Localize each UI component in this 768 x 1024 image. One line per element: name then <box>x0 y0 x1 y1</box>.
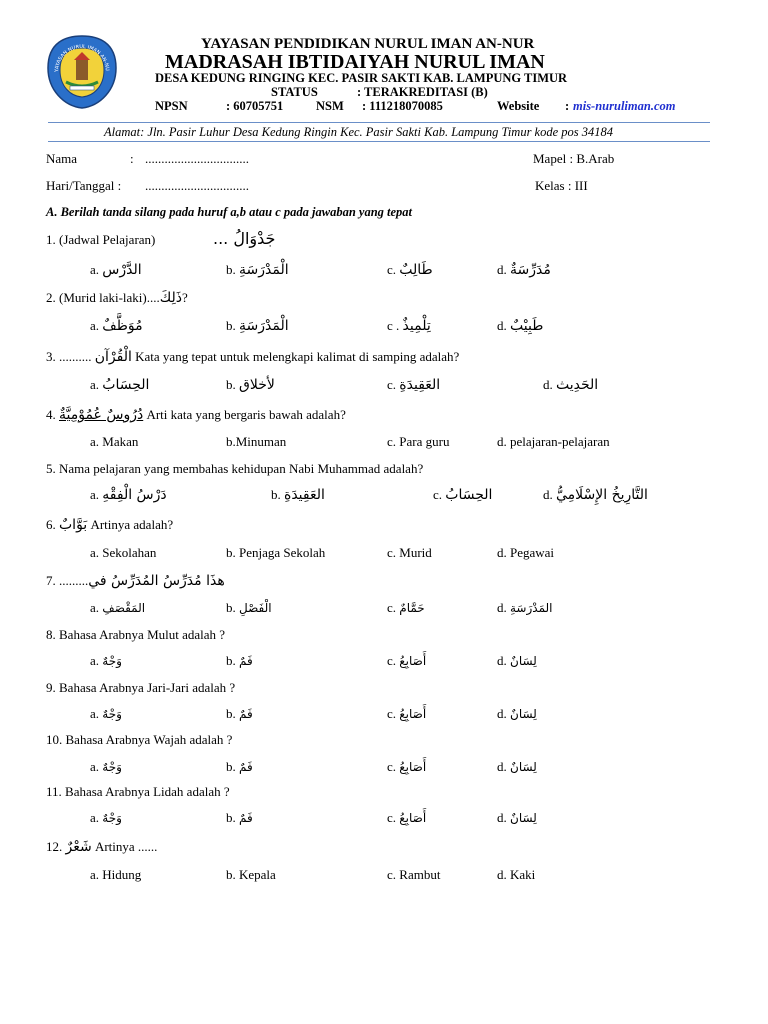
question-4-arabic: دُرُوسٌ عُمُوْمِيَّةٌ <box>59 407 144 423</box>
hari-tanggal-label: Hari/Tanggal : <box>46 178 122 193</box>
school-name: MADRASAH IBTIDAIYAH NURUL IMAN <box>165 51 545 73</box>
school-logo <box>46 34 118 110</box>
q3-option-d[interactable]: d. الحَدِيث <box>543 377 599 393</box>
q11-option-c[interactable]: c. أَصَابِعُ <box>387 810 427 825</box>
nsm-value: : 111218070085 <box>362 99 443 113</box>
question-11: 11. Bahasa Arabnya Lidah adalah ? <box>46 784 230 799</box>
q8-option-b[interactable]: b. فَمٌ <box>226 653 253 668</box>
nama-label: Nama <box>46 151 78 166</box>
header-rule-top <box>48 122 710 123</box>
kelas-field: Kelas : III <box>535 178 588 193</box>
q7-option-b[interactable]: b. الْفَصْلِ <box>226 600 272 615</box>
q12-option-b[interactable]: b. Kepala <box>226 867 276 882</box>
q7-option-d[interactable]: d. المَدْرَسَةِ <box>497 600 553 615</box>
q2-option-d[interactable]: d. طَبِيْبٌ <box>497 318 544 334</box>
q8-option-c[interactable]: c. أَصَابِعُ <box>387 653 427 668</box>
q4-option-c[interactable]: c. Para guru <box>387 434 450 449</box>
nama-field[interactable]: ................................ <box>145 151 249 166</box>
q7-option-a[interactable]: a. المَقْصَفِ <box>90 600 146 615</box>
q10-option-d[interactable]: d. لِسَانٌ <box>497 759 537 774</box>
question-5: 5. Nama pelajaran yang membahas kehidupan Nabi Muhammad adalah? <box>46 461 424 476</box>
q5-option-b[interactable]: b. العَقِيدَةِ <box>271 487 325 503</box>
instruction: A. Berilah tanda silang pada huruf a,b atau c pada jawaban yang tepat <box>46 205 413 219</box>
hari-tanggal-field[interactable]: ................................ <box>145 178 249 193</box>
q6-option-a[interactable]: a. Sekolahan <box>90 545 157 560</box>
q10-option-b[interactable]: b. فَمٌ <box>226 759 253 774</box>
status-label: STATUS <box>271 85 318 99</box>
question-12: 12. شَعْرٌ Artinya ...... <box>46 839 158 855</box>
q6-option-d[interactable]: d. Pegawai <box>497 545 555 560</box>
q7-option-c[interactable]: c. حَمَّامٌ <box>387 600 425 615</box>
question-8: 8. Bahasa Arabnya Mulut adalah ? <box>46 627 226 642</box>
q4-option-a[interactable]: a. Makan <box>90 434 139 449</box>
q8-option-d[interactable]: d. لِسَانٌ <box>497 653 537 668</box>
npsn-value: : 60705751 <box>226 99 284 113</box>
q6-option-c[interactable]: c. Murid <box>387 545 432 560</box>
q6-option-b[interactable]: b. Penjaga Sekolah <box>226 545 326 560</box>
question-1-arabic: جَدْوَالُ ... <box>213 229 276 248</box>
question-9: 9. Bahasa Arabnya Jari-Jari adalah ? <box>46 680 236 695</box>
q10-option-c[interactable]: c. أَصَابِعُ <box>387 759 427 774</box>
q2-option-c[interactable]: c . تِلْمِيذٌ <box>387 318 431 334</box>
q1-option-a[interactable]: a. الدَّرْس <box>90 262 142 278</box>
q12-option-c[interactable]: c. Rambut <box>387 867 441 882</box>
website-label: Website <box>497 99 540 113</box>
q12-option-d[interactable]: d. Kaki <box>497 867 536 882</box>
nama-colon: : <box>130 151 134 166</box>
q5-option-d[interactable]: d. التَّارِيخُ الإِسْلَامِيُّ <box>543 487 648 503</box>
q1-option-b[interactable]: b. الْمَدْرَسَةِ <box>226 262 289 278</box>
q5-option-a[interactable]: a. دَرْسُ الْفِقْهِ <box>90 487 167 503</box>
q4-option-d[interactable]: d. pelajaran-pelajaran <box>497 434 610 449</box>
foundation-name: YAYASAN PENDIDIKAN NURUL IMAN AN-NUR <box>201 36 535 52</box>
q11-option-b[interactable]: b. فَمٌ <box>226 810 253 825</box>
q11-option-a[interactable]: a. وَجْهٌ <box>90 810 122 825</box>
q9-option-d[interactable]: d. لِسَانٌ <box>497 706 537 721</box>
status-value: : TERAKREDITASI (B) <box>357 85 488 99</box>
question-10: 10. Bahasa Arabnya Wajah adalah ? <box>46 732 233 747</box>
q5-option-c[interactable]: c. الحِسَابُ <box>433 487 493 503</box>
q3-option-c[interactable]: c. العَقِيدَةِ <box>387 377 441 393</box>
q2-option-a[interactable]: a. مُوَظَّفٌ <box>90 318 143 334</box>
q2-option-b[interactable]: b. الْمَدْرَسَةِ <box>226 318 289 334</box>
q8-option-a[interactable]: a. وَجْهٌ <box>90 653 122 668</box>
school-location: DESA KEDUNG RINGING KEC. PASIR SAKTI KAB. LAMPUNG TIMUR <box>155 71 568 85</box>
question-4: 4. دُرُوسٌ عُمُوْمِيَّةٌ Arti kata yang bergaris bawah adalah? <box>46 407 346 423</box>
q1-option-c[interactable]: c. طَالِبٌ <box>387 262 433 278</box>
question-6: 6. بَوَّابٌ Artinya adalah? <box>46 517 174 533</box>
q9-option-b[interactable]: b. فَمٌ <box>226 706 253 721</box>
q3-option-b[interactable]: b. لأخلاق <box>226 377 275 393</box>
question-3: 3. .......... الْقُرْآن Kata yang tepat untuk melengkapi kalimat di samping adalah? <box>46 349 460 365</box>
q1-option-d[interactable]: d. مُدَرِّسَةٌ <box>497 262 551 278</box>
npsn-label: NPSN <box>155 99 188 113</box>
website-colon: : <box>565 99 570 113</box>
q4-option-b[interactable]: b.Minuman <box>226 434 287 449</box>
question-1: 1. (Jadwal Pelajaran) <box>46 232 156 247</box>
q9-option-c[interactable]: c. أَصَابِعُ <box>387 706 427 721</box>
question-7: 7. .........هذَا مُدَرِّسُ المُدَرِّسُ في <box>46 573 225 589</box>
q3-option-a[interactable]: a. الحِسَابُ <box>90 377 150 393</box>
logo-text: YAYASAN NURUL IMAN AN-NU <box>53 43 111 73</box>
header-rule-bottom <box>48 141 710 142</box>
q10-option-a[interactable]: a. وَجْهٌ <box>90 759 122 774</box>
question-2: 2. (Murid laki-laki)....ذَلِكَ? <box>46 290 188 306</box>
school-address: Alamat: Jln. Pasir Luhur Desa Kedung Ringin Kec. Pasir Sakti Kab. Lampung Timur kode pos 34184 <box>104 125 614 139</box>
q12-option-a[interactable]: a. Hidung <box>90 867 142 882</box>
q9-option-a[interactable]: a. وَجْهٌ <box>90 706 122 721</box>
mapel-field: Mapel : B.Arab <box>533 151 615 166</box>
website-link[interactable]: mis-nuruliman.com <box>573 99 676 113</box>
nsm-label: NSM <box>316 99 344 113</box>
q11-option-d[interactable]: d. لِسَانٌ <box>497 810 537 825</box>
